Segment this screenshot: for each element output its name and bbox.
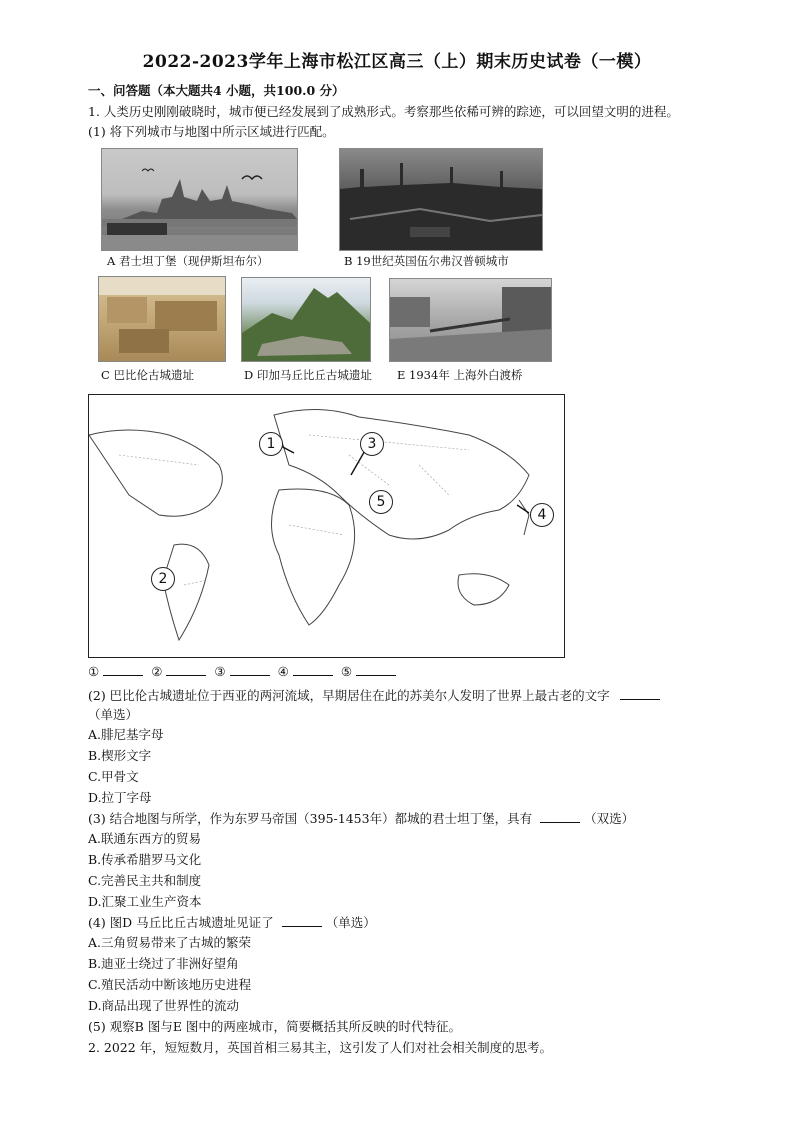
question-1-part-5: (5) 观察B 图与E 图中的两座城市，简要概括其所反映的时代特征。 — [88, 1019, 461, 1034]
question-1-part-1: (1) 将下列城市与地图中所示区域进行匹配。 — [88, 124, 335, 139]
answer-label-4: ④ — [277, 664, 289, 679]
page-title: 2022-2023学年上海市松江区高三（上）期末历史试卷（一模） — [142, 52, 652, 72]
section-heading: 一、问答题（本大题共4 小题，共100.0 分） — [88, 83, 345, 98]
q3-option-b: B.传承希腊罗马文化 — [88, 852, 202, 867]
q2-option-b: B.楔形文字 — [88, 748, 152, 763]
q2-option-d: D.拉丁字母 — [88, 790, 152, 805]
q4-option-d: D.商品出现了世界性的流动 — [88, 998, 240, 1013]
map-marker-3: 3 — [360, 432, 384, 456]
map-marker-5: 5 — [369, 490, 393, 514]
answer-blank-5[interactable] — [356, 664, 396, 676]
q3-answer-blank[interactable] — [540, 811, 580, 823]
caption-e: E 1934年 上海外白渡桥 — [397, 368, 523, 382]
photo-machu-picchu — [241, 277, 371, 362]
q4-type-note: （单选） — [325, 915, 376, 930]
answer-blank-3[interactable] — [230, 664, 270, 676]
photo-babylon — [98, 276, 226, 362]
mountain-city-image — [242, 278, 370, 361]
question-1-part-2 — [88, 688, 664, 704]
photo-constantinople — [101, 148, 298, 251]
map-marker-4: 4 — [530, 503, 554, 527]
q3-option-c: C.完善民主共和制度 — [88, 873, 202, 888]
q3-option-a: A.联通东西方的贸易 — [88, 831, 202, 846]
q4-option-c: C.殖民活动中断该地历史进程 — [88, 977, 252, 992]
question-1-part-4 — [88, 915, 376, 931]
caption-c: C 巴比伦古城遗址 — [101, 368, 194, 382]
q2-type-note: （单选） — [88, 707, 139, 722]
q4-text: (4) 图D 马丘比丘古城遗址见证了 — [88, 915, 274, 930]
answer-blank-4[interactable] — [293, 664, 333, 676]
world-map — [88, 394, 565, 658]
ruins-image — [99, 277, 225, 361]
q2-answer-blank[interactable] — [620, 688, 660, 700]
q4-option-a: A.三角贸易带来了古城的繁荣 — [88, 935, 252, 950]
photo-waibaidu-bridge — [389, 278, 552, 362]
answer-label-2: ② — [151, 664, 163, 679]
answer-label-3: ③ — [214, 664, 226, 679]
q4-option-b: B.迪亚士绕过了非洲好望角 — [88, 956, 239, 971]
q3-option-d: D.汇聚工业生产资本 — [88, 894, 202, 909]
question-2-intro: 2. 2022 年，短短数月，英国首相三易其主，这引发了人们对社会相关制度的思考。 — [88, 1040, 553, 1055]
industrial-city-image — [340, 149, 542, 250]
question-1-part-3 — [88, 811, 634, 827]
question-1-intro: 1. 人类历史刚刚破晓时，城市便已经发展到了成熟形式。考察那些依稀可辨的踪迹，可以回望文明的进程。 — [88, 104, 679, 119]
q2-option-a: A.腓尼基字母 — [88, 727, 164, 742]
answer-blank-2[interactable] — [166, 664, 206, 676]
world-map-outline — [89, 395, 564, 657]
q3-type-note: （双选） — [584, 811, 635, 826]
map-marker-2: 2 — [151, 567, 175, 591]
q3-text: (3) 结合地图与所学，作为东罗马帝国（395-1453年）都城的君士坦丁堡，具有 — [88, 811, 533, 826]
photo-wolverhampton — [339, 148, 543, 251]
answer-label-5: ⑤ — [340, 664, 353, 679]
map-marker-1: 1 — [259, 432, 283, 456]
answer-label-1: ① — [88, 664, 100, 679]
constantinople-image — [102, 149, 297, 250]
map-answer-row — [88, 664, 400, 680]
caption-d: D 印加马丘比丘古城遗址 — [244, 368, 372, 382]
q2-option-c: C.甲骨文 — [88, 769, 139, 784]
q4-answer-blank[interactable] — [282, 915, 322, 927]
caption-b: B 19世纪英国伍尔弗汉普顿城市 — [344, 254, 509, 268]
bridge-image — [390, 279, 551, 361]
answer-blank-1[interactable] — [103, 664, 143, 676]
q2-text: (2) 巴比伦古城遗址位于西亚的两河流域，早期居住在此的苏美尔人发明了世界上最古老的文字 — [88, 688, 610, 703]
caption-a: A 君士坦丁堡（现伊斯坦布尔） — [107, 254, 269, 268]
